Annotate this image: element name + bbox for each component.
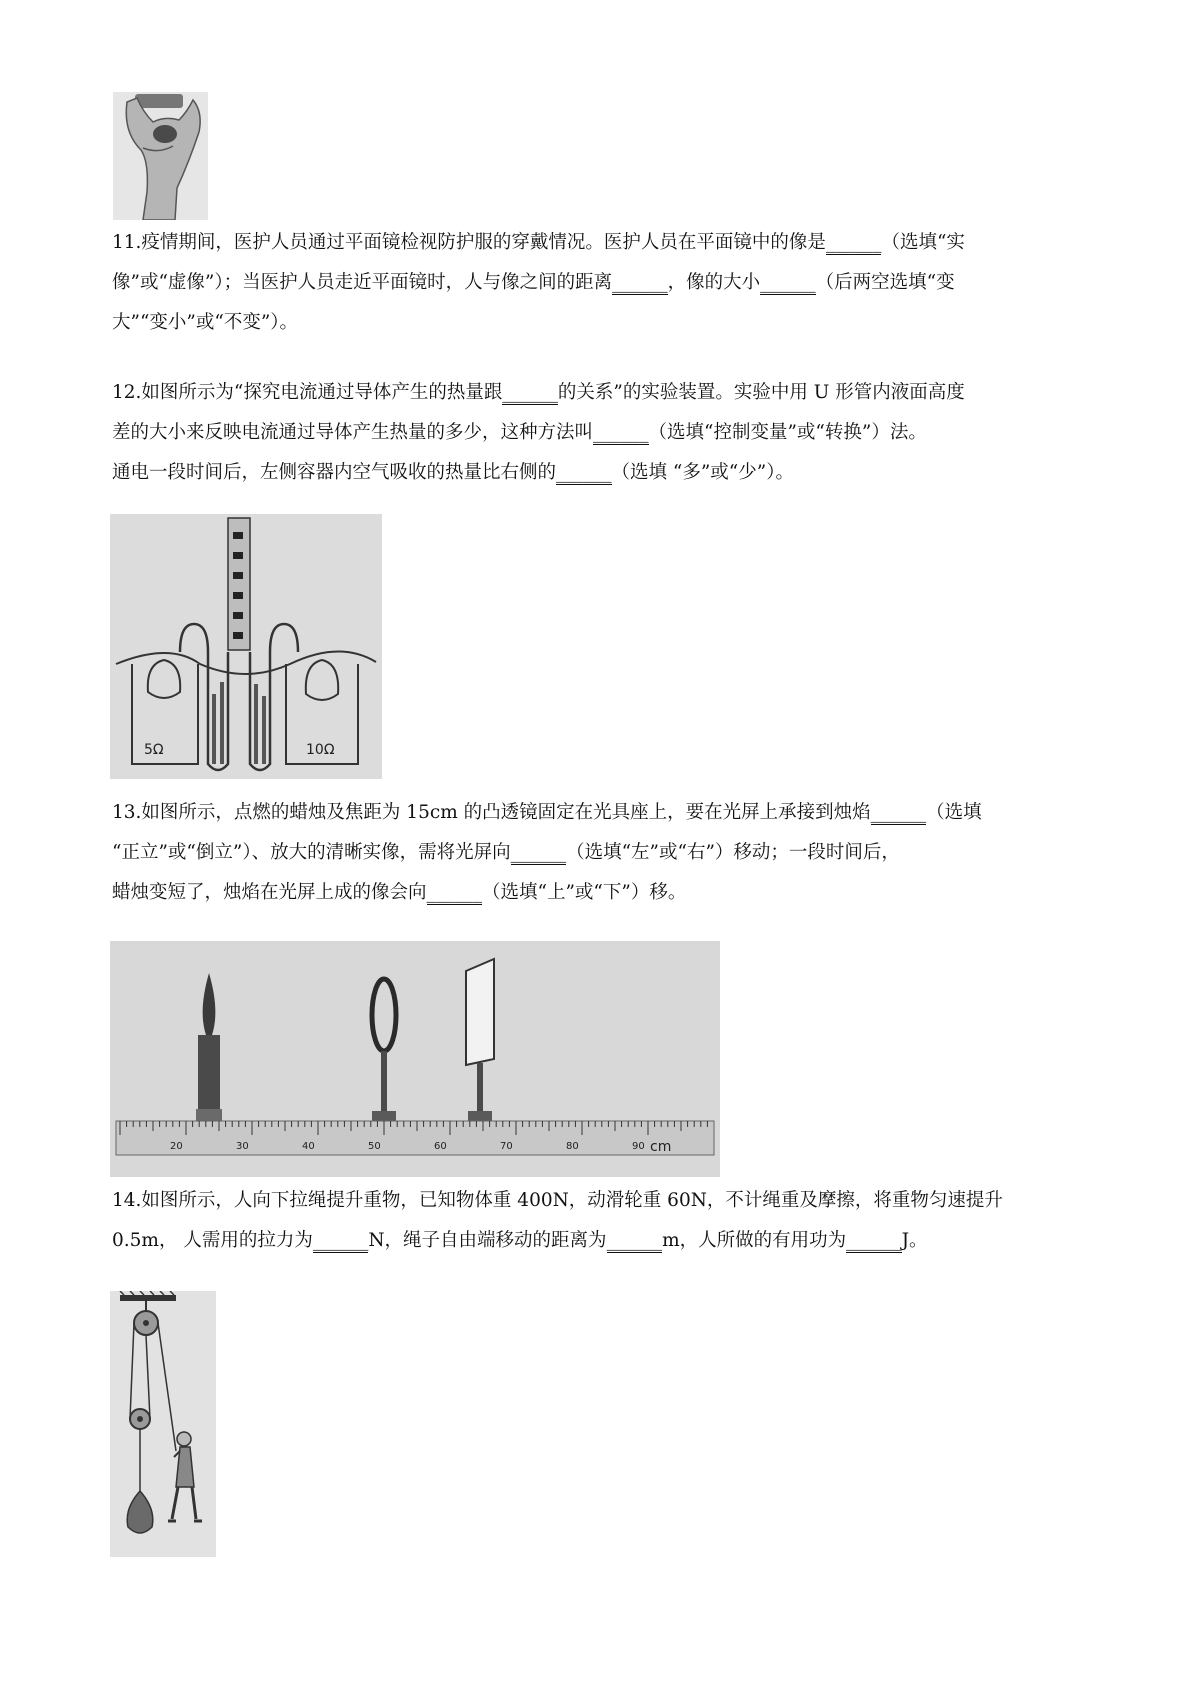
answer-blank-12-2[interactable]: ______: [593, 422, 649, 443]
question-13: [112, 793, 1102, 913]
ruler-tick-label: 40: [302, 1141, 315, 1152]
answer-blank-14-1[interactable]: ______: [312, 1230, 369, 1251]
question-14-text: m，人所做的有用功为: [662, 1230, 847, 1251]
question-12-line-2: [112, 413, 1102, 453]
question-11-line-2: [112, 263, 1102, 303]
question-12: [112, 373, 1102, 493]
question-14-text: 0.5m， 人需用的拉力为: [112, 1230, 313, 1251]
question-14-text: J。: [901, 1230, 928, 1251]
question-13-line-3: [112, 873, 1102, 913]
question-14-line-2: [112, 1221, 1102, 1261]
answer-blank-13-1[interactable]: ______: [870, 802, 927, 823]
question-13-line-1: [112, 793, 1102, 833]
ruler-tick-label: 60: [434, 1141, 447, 1152]
resistor-label-left: 5Ω: [144, 742, 164, 758]
question-12-text: 12.如图所示为“探究电流通过导体产生的热量跟: [112, 382, 503, 403]
question-14-text: 14.如图所示，人向下拉绳提升重物，已知物体重 400N，动滑轮重 60N，不计绳重及摩擦，将重物匀速提升: [112, 1190, 1003, 1211]
question-13-text: 蜡烛变短了，烛焰在光屏上成的像会向: [112, 882, 427, 903]
question-14-text: N，绳子自由端移动的距离为: [368, 1230, 607, 1251]
u-tube-apparatus-illustration: [110, 514, 382, 779]
hand-photo-illustration: [113, 92, 208, 220]
question-11-line-3: [112, 303, 1102, 343]
optical-bench-illustration: [110, 941, 720, 1177]
question-12-text: 通电一段时间后，左侧容器内空气吸收的热量比右侧的: [112, 462, 557, 483]
pulley-system-illustration: [110, 1291, 216, 1557]
question-12-text: 的关系”的实验装置。实验中用 U 形管内液面高度: [557, 382, 965, 403]
resistor-label-right: 10Ω: [306, 742, 335, 758]
question-11-text: （选填“实: [881, 232, 965, 253]
ruler-tick-label: 20: [170, 1141, 183, 1152]
question-14-line-1: [112, 1181, 1102, 1221]
question-13-text: 13.如图所示，点燃的蜡烛及焦距为 15cm 的凸透镜固定在光具座上，要在光屏上承接到烛焰: [112, 802, 871, 823]
answer-blank-13-2[interactable]: ______: [510, 842, 567, 863]
question-11-text: 11.疫情期间，医护人员通过平面镜检视防护服的穿戴情况。医护人员在平面镜中的像是: [112, 232, 826, 253]
question-11-text: （后两空选填“变: [815, 272, 955, 293]
question-10-figure: [113, 92, 208, 220]
question-13-text: （选填: [926, 802, 982, 823]
ruler-tick-label: 90: [632, 1141, 645, 1152]
question-13-text: “正立”或“倒立”）、放大的清晰实像，需将光屏向: [112, 842, 511, 863]
question-12-text: 差的大小来反映电流通过导体产生热量的多少，这种方法叫: [112, 422, 594, 443]
ruler-tick-label: 70: [500, 1141, 513, 1152]
question-12-text: （选填“控制变量”或“转换”）法。: [648, 422, 927, 443]
question-12-text: （选填 “多”或“少”）。: [611, 462, 794, 483]
answer-blank-11-1[interactable]: ______: [825, 232, 882, 253]
question-13-line-2: [112, 833, 1102, 873]
ruler-unit-label: cm: [650, 1139, 672, 1155]
answer-blank-13-3[interactable]: ______: [426, 882, 483, 903]
question-14-figure: [110, 1291, 216, 1557]
answer-blank-14-2[interactable]: ______: [606, 1230, 663, 1251]
question-13-figure: [110, 941, 720, 1177]
question-12-figure: [110, 514, 382, 779]
question-11-text: ，像的大小: [667, 272, 761, 293]
ruler-tick-label: 80: [566, 1141, 579, 1152]
ruler-tick-label: 30: [236, 1141, 249, 1152]
question-11-text: 像”或“虚像”）；当医护人员走近平面镜时，人与像之间的距离: [112, 272, 613, 293]
question-13-text: （选填“上”或“下”）移。: [482, 882, 687, 903]
answer-blank-14-3[interactable]: ______: [846, 1230, 902, 1251]
question-11-text: 大”“变小”或“不变”）。: [112, 312, 299, 333]
question-12-line-3: [112, 453, 1102, 493]
question-13-text: （选填“左”或“右”）移动；一段时间后，: [566, 842, 900, 863]
question-12-line-1: [112, 373, 1102, 413]
answer-blank-12-1[interactable]: ______: [502, 382, 558, 403]
question-14: [112, 1181, 1102, 1261]
question-11: [112, 223, 1102, 343]
answer-blank-12-3[interactable]: ______: [556, 462, 612, 483]
ruler-tick-label: 50: [368, 1141, 381, 1152]
answer-blank-11-3[interactable]: ______: [760, 272, 816, 293]
question-11-line-1: [112, 223, 1102, 263]
answer-blank-11-2[interactable]: ______: [612, 272, 668, 293]
